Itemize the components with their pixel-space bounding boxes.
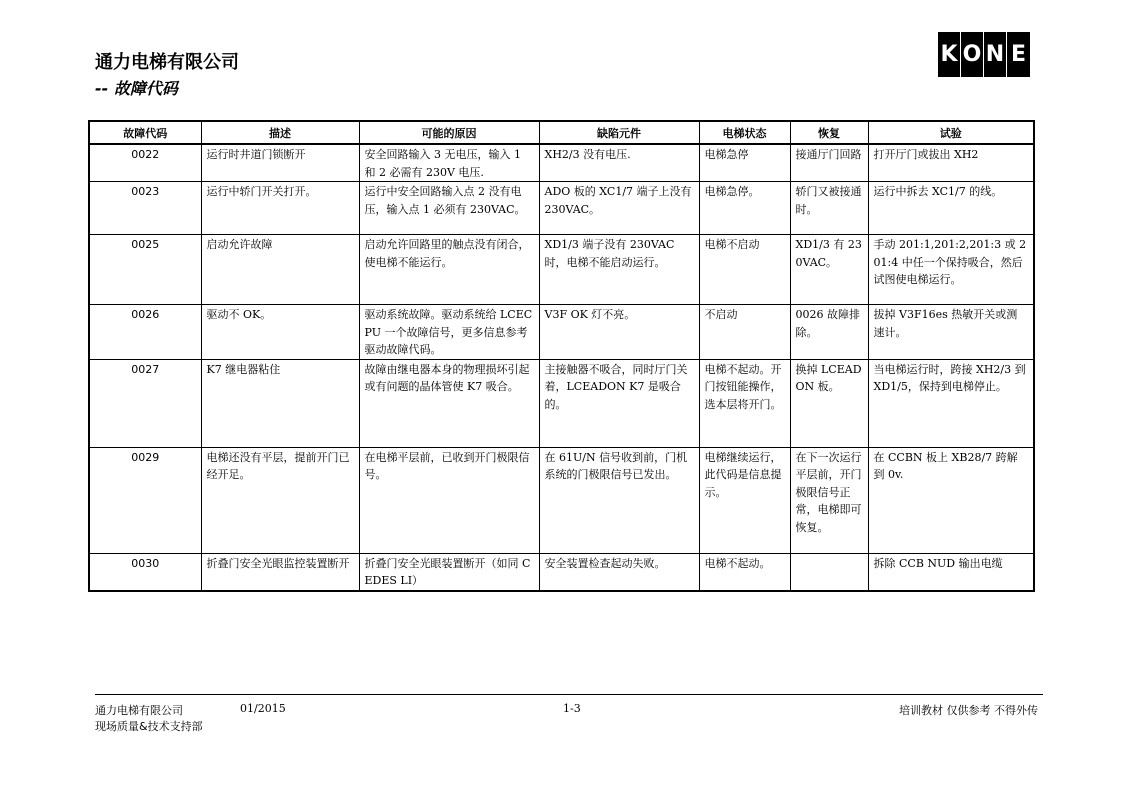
table-row <box>89 182 1034 235</box>
test-cell: 在 CCBN 板上 XB28/7 跨解到 0v. <box>868 447 1034 553</box>
company-title: 通力电梯有限公司 <box>95 52 239 73</box>
recovery-cell: 接通厅门回路 <box>790 144 868 182</box>
footer-department: 现场质量&技术支持部 <box>95 720 203 733</box>
column-header-cause: 可能的原因 <box>359 121 539 144</box>
fault-code-cell: 0025 <box>89 235 201 305</box>
description-cell: 启动允许故障 <box>201 235 359 305</box>
footer-divider <box>95 694 1043 695</box>
component-cell: ADO 板的 XC1/7 端子上没有 230VAC。 <box>539 182 699 235</box>
cause-cell: 在电梯平层前，已收到开门极限信号。 <box>359 447 539 553</box>
fault-code-cell: 0026 <box>89 305 201 360</box>
status-cell: 电梯不起动。 <box>699 553 790 591</box>
fault-code-cell: 0023 <box>89 182 201 235</box>
document-subtitle: -- 故障代码 <box>95 79 178 98</box>
description-cell: 电梯还没有平层，提前开门已经开足。 <box>201 447 359 553</box>
column-header-description: 描述 <box>201 121 359 144</box>
fault-code-cell: 0030 <box>89 553 201 591</box>
column-header-test: 试验 <box>868 121 1034 144</box>
fault-code-table <box>88 120 1035 592</box>
description-cell: 驱动不 OK。 <box>201 305 359 360</box>
component-cell: 在 61U/N 信号收到前，门机系统的门极限信号已发出。 <box>539 447 699 553</box>
status-cell: 电梯急停。 <box>699 182 790 235</box>
description-cell: 运行中轿门开关打开。 <box>201 182 359 235</box>
column-header-component: 缺陷元件 <box>539 121 699 144</box>
component-cell: V3F OK 灯不亮。 <box>539 305 699 360</box>
table-row <box>89 235 1034 305</box>
recovery-cell: 换掉 LCEADON 板。 <box>790 359 868 447</box>
table-header-row <box>89 121 1034 144</box>
cause-cell: 折叠门安全光眼装置断开（如同 CEDES LI） <box>359 553 539 591</box>
footer-notice: 培训教材 仅供参考 不得外传 <box>899 704 1038 717</box>
recovery-cell: XD1/3 有 230VAC。 <box>790 235 868 305</box>
page-number: 1-3 <box>563 702 581 715</box>
cause-cell: 驱动系统故障。驱动系统给 LCECPU 一个故障信号，更多信息参考驱动故障代码。 <box>359 305 539 360</box>
column-header-code: 故障代码 <box>89 121 201 144</box>
cause-cell: 故障由继电器本身的物理损坏引起或有问题的晶体管使 K7 吸合。 <box>359 359 539 447</box>
status-cell: 电梯急停 <box>699 144 790 182</box>
test-cell: 手动 201:1,201:2,201:3 或 201:4 中任一个保持吸合，然后试图使电梯运行。 <box>868 235 1034 305</box>
footer-company: 通力电梯有限公司 <box>95 704 183 717</box>
test-cell: 运行中拆去 XC1/7 的线。 <box>868 182 1034 235</box>
component-cell: 主接触器不吸合，同时厅门关着，LCEADON K7 是吸合的。 <box>539 359 699 447</box>
description-cell: K7 继电器粘住 <box>201 359 359 447</box>
test-cell: 拔掉 V3F16es 热敏开关或测速计。 <box>868 305 1034 360</box>
logo-letter: N <box>984 32 1007 77</box>
test-cell: 拆除 CCB NUD 输出电缆 <box>868 553 1034 591</box>
table-row <box>89 305 1034 360</box>
status-cell: 电梯继续运行，此代码是信息提示。 <box>699 447 790 553</box>
table-row <box>89 447 1034 553</box>
recovery-cell: 在下一次运行平层前，开门极限信号正常，电梯即可恢复。 <box>790 447 868 553</box>
cause-cell: 启动允许回路里的触点没有闭合，使电梯不能运行。 <box>359 235 539 305</box>
component-cell: XD1/3 端子没有 230VAC 时，电梯不能启动运行。 <box>539 235 699 305</box>
fault-code-cell: 0022 <box>89 144 201 182</box>
cause-cell: 安全回路输入 3 无电压，输入 1 和 2 必需有 230V 电压. <box>359 144 539 182</box>
component-cell: XH2/3 没有电压. <box>539 144 699 182</box>
logo-letter: O <box>961 32 984 77</box>
description-cell: 运行时井道门锁断开 <box>201 144 359 182</box>
table-row <box>89 144 1034 182</box>
table-row <box>89 553 1034 591</box>
cause-cell: 运行中安全回路输入点 2 没有电压，输入点 1 必须有 230VAC。 <box>359 182 539 235</box>
recovery-cell <box>790 553 868 591</box>
column-header-recovery: 恢复 <box>790 121 868 144</box>
column-header-status: 电梯状态 <box>699 121 790 144</box>
status-cell: 不启动 <box>699 305 790 360</box>
test-cell: 打开厅门或拔出 XH2 <box>868 144 1034 182</box>
logo-letter: E <box>1007 32 1030 77</box>
recovery-cell: 0026 故障排除。 <box>790 305 868 360</box>
fault-code-cell: 0029 <box>89 447 201 553</box>
fault-code-cell: 0027 <box>89 359 201 447</box>
recovery-cell: 轿门又被接通时。 <box>790 182 868 235</box>
status-cell: 电梯不启动 <box>699 235 790 305</box>
status-cell: 电梯不起动。开门按钮能操作，选本层将开门。 <box>699 359 790 447</box>
test-cell: 当电梯运行时，跨接 XH2/3 到 XD1/5，保持到电梯停止。 <box>868 359 1034 447</box>
logo-letter: K <box>938 32 961 77</box>
component-cell: 安全装置检查起动失败。 <box>539 553 699 591</box>
table-row <box>89 359 1034 447</box>
kone-logo <box>938 32 1030 77</box>
description-cell: 折叠门安全光眼监控装置断开 <box>201 553 359 591</box>
footer-date: 01/2015 <box>240 702 286 715</box>
